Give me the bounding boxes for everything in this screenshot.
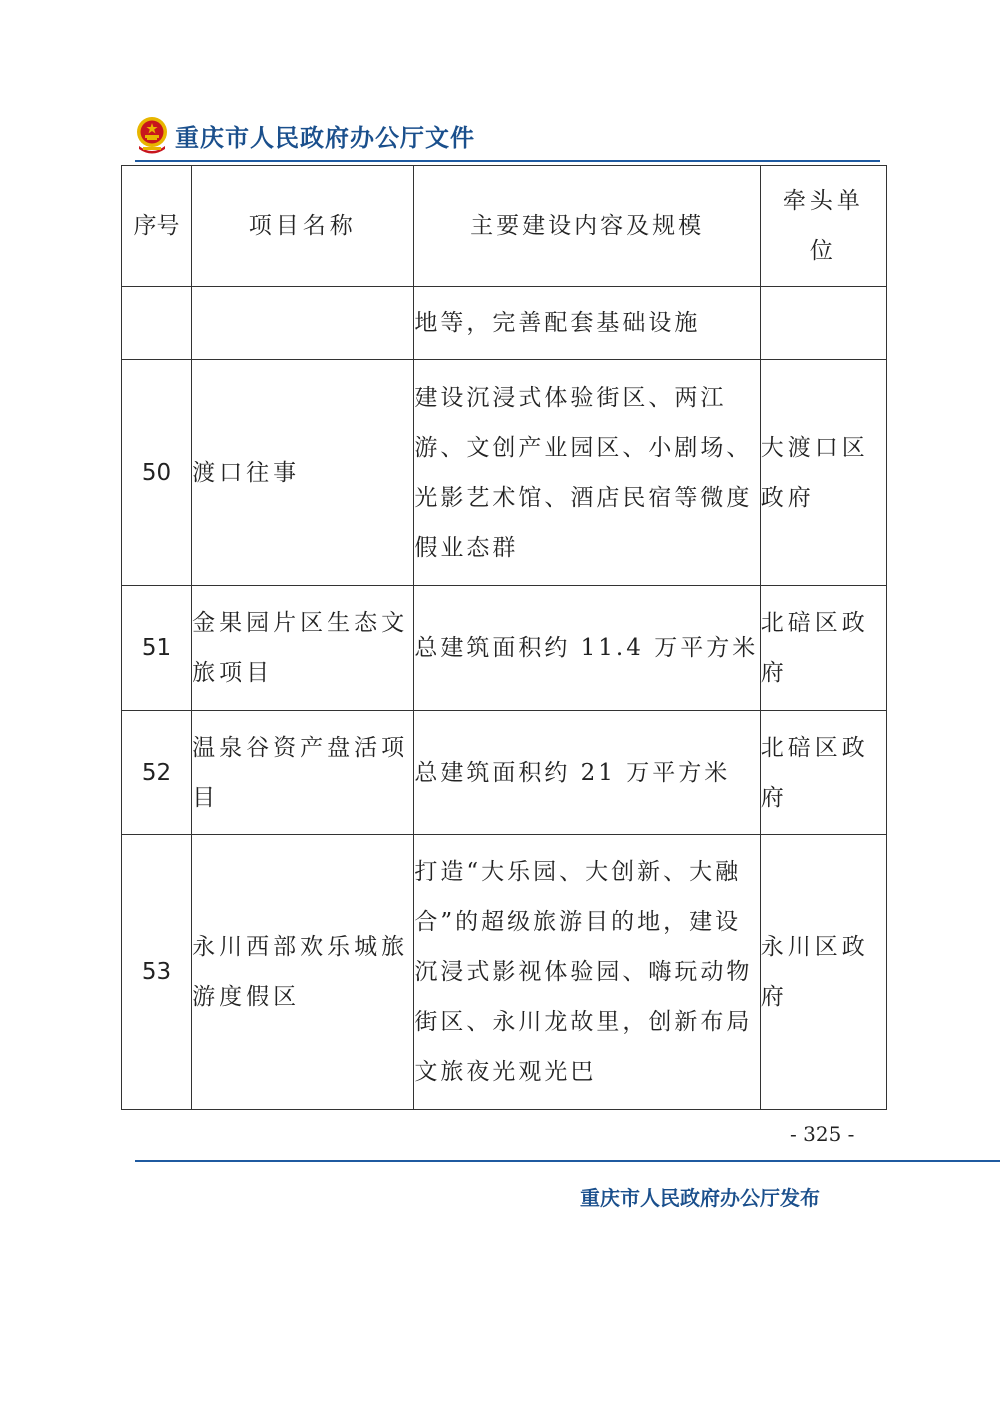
header-title: 重庆市人民政府办公厅文件 [175, 124, 475, 152]
row-number: 52 [122, 711, 192, 835]
project-name: 渡口往事 [192, 360, 414, 586]
table-row [122, 360, 887, 586]
project-content: 打造“大乐园、大创新、大融合”的超级旅游目的地，建设沉浸式影视体验园、嗨玩动物街区、永川龙故里，创新布局文旅夜光观光巴 [414, 835, 760, 1110]
table-row [122, 586, 887, 711]
lead-unit: 永川区政府 [760, 835, 886, 1110]
column-header-lead [760, 166, 886, 287]
project-name [192, 287, 414, 360]
table-row [122, 711, 887, 835]
project-table [121, 165, 887, 1110]
document-header [135, 112, 880, 162]
national-emblem-icon [135, 116, 169, 154]
row-number: 50 [122, 360, 192, 586]
project-content: 总建筑面积约 21 万平方米 [414, 711, 760, 835]
project-name: 温泉谷资产盘活项目 [192, 711, 414, 835]
row-number: 53 [122, 835, 192, 1110]
lead-unit: 北碚区政府 [760, 586, 886, 711]
row-number: 51 [122, 586, 192, 711]
table-row [122, 287, 887, 360]
project-name: 金果园片区生态文旅项目 [192, 586, 414, 711]
lead-unit [760, 287, 886, 360]
project-content: 建设沉浸式体验街区、两江游、文创产业园区、小剧场、光影艺术馆、酒店民宿等微度假业态群 [414, 360, 760, 586]
table-header-row [122, 166, 887, 287]
lead-unit: 北碚区政府 [760, 711, 886, 835]
column-header-name: 项目名称 [192, 166, 414, 287]
header-divider [135, 160, 880, 162]
project-name: 永川西部欢乐城旅游度假区 [192, 835, 414, 1110]
column-header-lead-label: 牵头单位 [782, 188, 864, 264]
footer-divider [135, 1160, 1000, 1162]
page-number: - 325 - [790, 1122, 855, 1146]
row-number [122, 287, 192, 360]
lead-unit: 大渡口区政府 [760, 360, 886, 586]
column-header-content: 主要建设内容及规模 [414, 166, 760, 287]
column-header-no: 序号 [122, 166, 192, 287]
project-content: 总建筑面积约 11.4 万平方米 [414, 586, 760, 711]
table-row [122, 835, 887, 1110]
footer-publisher: 重庆市人民政府办公厅发布 [580, 1186, 820, 1210]
project-content: 地等，完善配套基础设施 [414, 287, 760, 360]
